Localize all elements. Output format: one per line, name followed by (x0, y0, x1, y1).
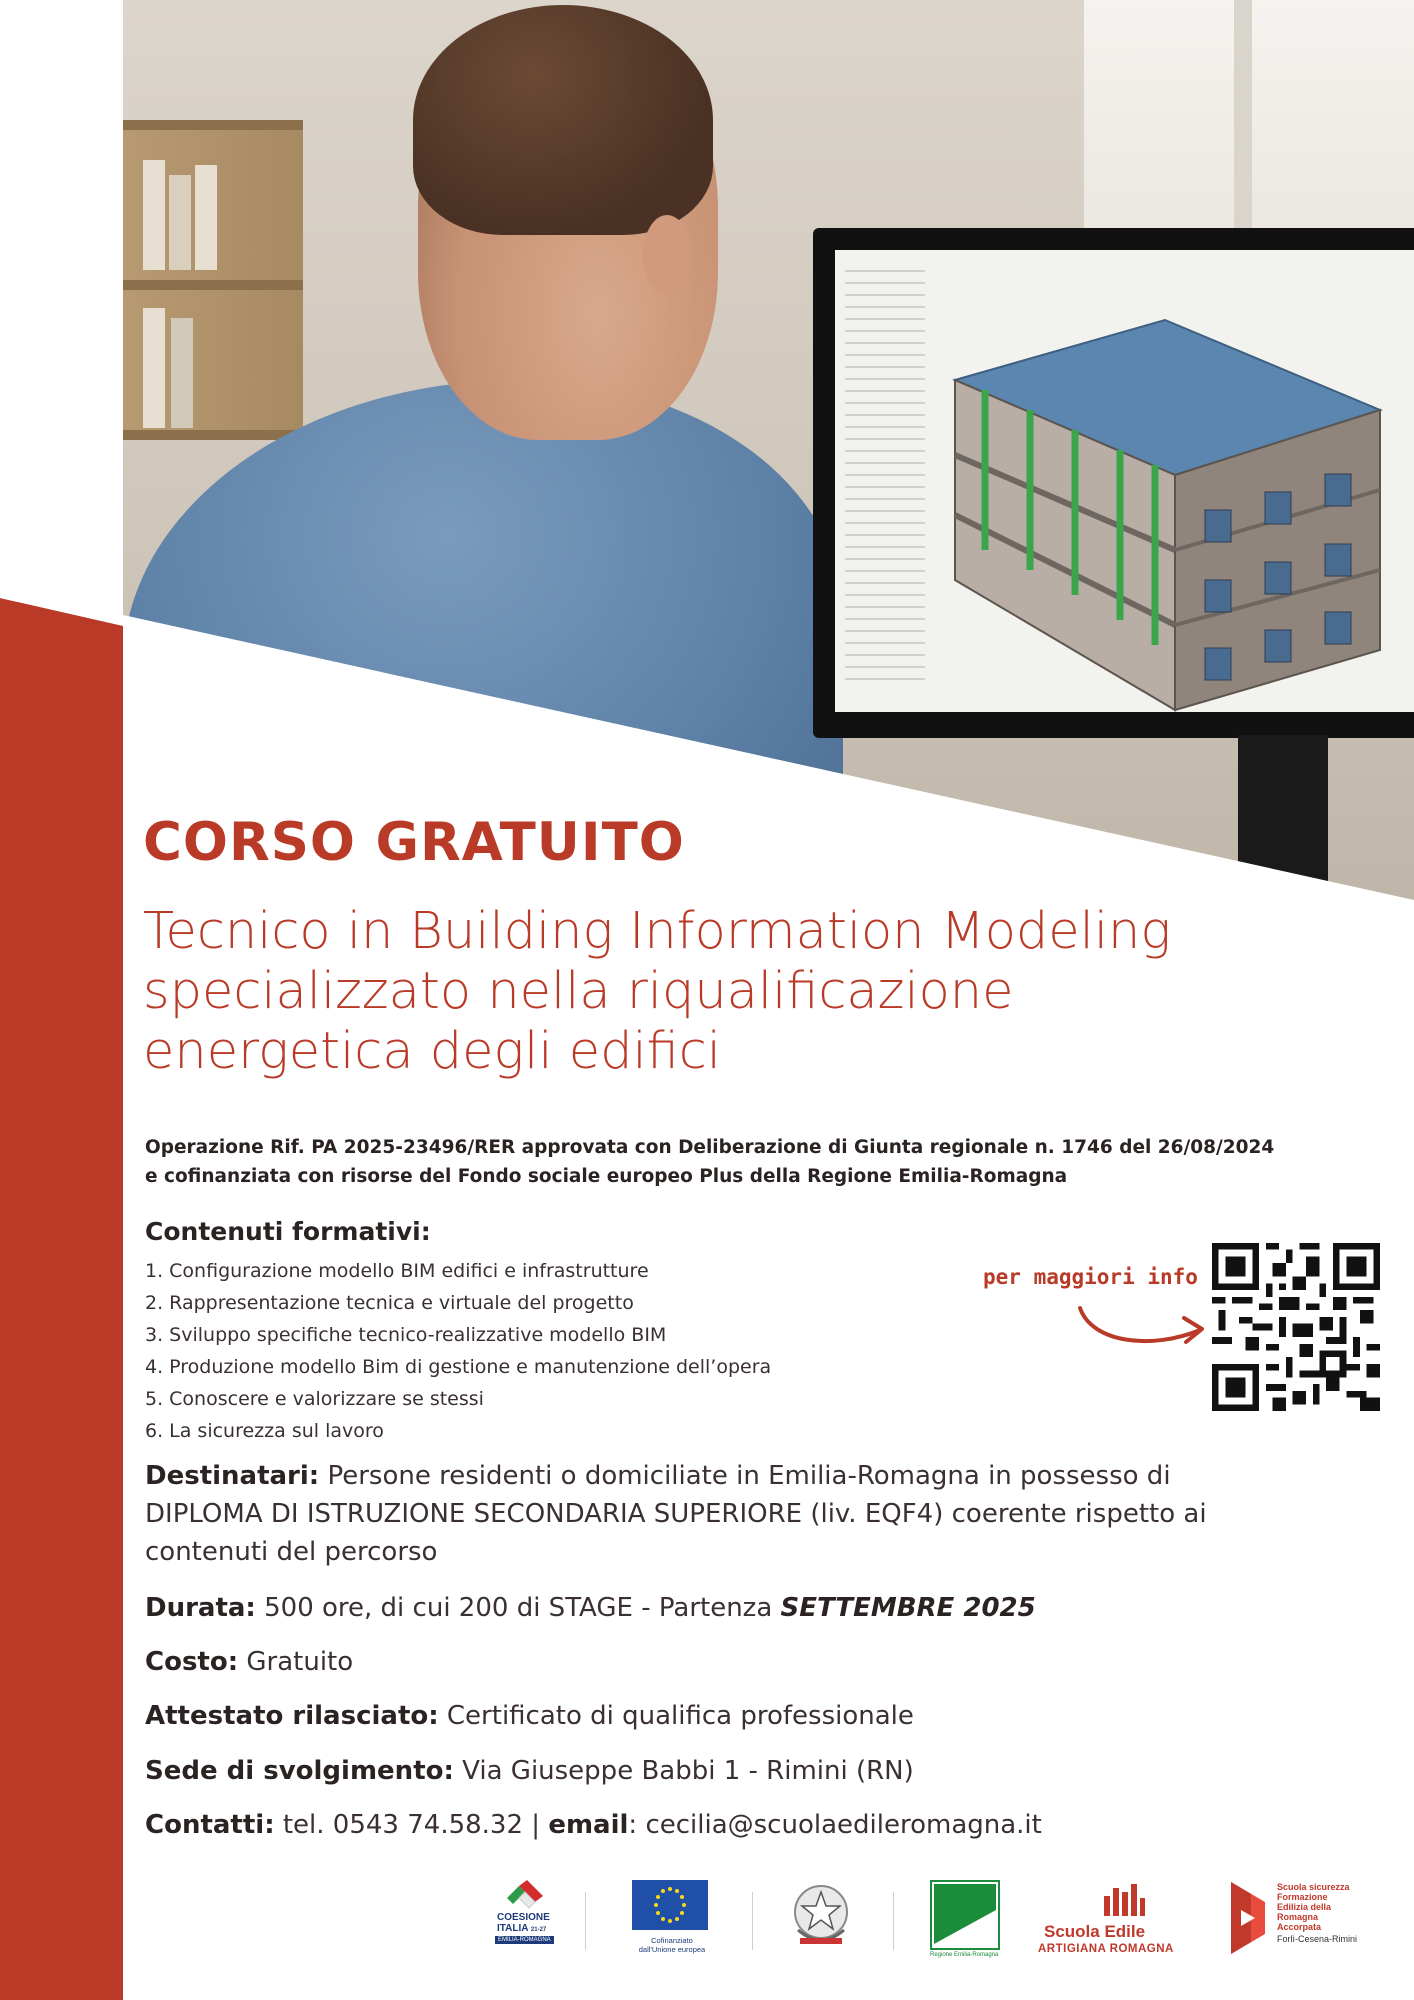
recipients-label: Destinatari: (145, 1461, 320, 1491)
course-title-line: energetica degli edifici (143, 1022, 721, 1081)
eu-flag-icon (632, 1880, 708, 1930)
operation-line: Operazione Rif. PA 2025-23496/RER approvata con Deliberazione di Giunta regionale n. 1746 del 26/08/2024 (145, 1137, 1275, 1158)
scuola-sicurezza-logo (1225, 1880, 1375, 1970)
venue-section (145, 1752, 1345, 1790)
phone-text[interactable]: tel. 0543 74.58.32 | (274, 1810, 549, 1840)
list-item: 2. Rappresentazione tecnica e virtuale del progetto (145, 1292, 634, 1314)
scuola-edile-sub: ARTIGIANA ROMAGNA (1038, 1943, 1174, 1955)
regione-logo (930, 1880, 1002, 1962)
list-item: 1. Configurazione modello BIM edifici e infrastrutture (145, 1260, 649, 1282)
regione-flag-icon (930, 1880, 1000, 1950)
recipients-section (145, 1457, 1345, 1571)
venue-text: Via Giuseppe Babbi 1 - Rimini (RN) (453, 1756, 914, 1786)
band-top-white (0, 0, 123, 602)
list-item: 5. Conoscere e valorizzare se stessi (145, 1388, 484, 1410)
cost-label: Costo: (145, 1647, 239, 1677)
qr-code-icon[interactable] (1212, 1243, 1380, 1411)
band-diagonal (0, 598, 123, 628)
certificate-section (145, 1697, 1345, 1735)
operation-line: e cofinanziata con risorse del Fondo sociale europeo Plus della Regione Emilia-Romagna (145, 1166, 1068, 1187)
logos-bar (0, 1880, 1414, 1980)
email-label: email (548, 1810, 629, 1840)
scuola-sicurezza-icon (1225, 1880, 1273, 1956)
arrow-icon (1072, 1288, 1212, 1358)
operation-reference (145, 1133, 1375, 1191)
scuola-edile-name: Scuola Edile (1044, 1922, 1146, 1941)
italian-emblem-icon (788, 1880, 854, 1952)
course-title-line: Tecnico in Building Information Modeling (143, 902, 1171, 961)
coesione-text: COESIONE ITALIA 21-27 (497, 1912, 550, 1934)
duration-label: Durata: (145, 1593, 256, 1623)
more-info-label: per maggiori info (983, 1265, 1198, 1289)
duration-section (145, 1589, 1345, 1627)
recipients-text: DIPLOMA DI ISTRUZIONE SECONDARIA SUPERIORE (liv. EQF4) coerente rispetto ai (145, 1499, 1207, 1529)
contents-heading: Contenuti formativi: (145, 1217, 431, 1246)
eu-logo (630, 1880, 714, 1970)
list-item: 3. Sviluppo specifiche tecnico-realizzative modello BIM (145, 1324, 667, 1346)
eu-caption: Cofinanziato dall'Unione europea (638, 1936, 706, 1954)
recipients-text: Persone residenti o domiciliate in Emilia-Romagna in possesso di (319, 1461, 1171, 1491)
venue-label: Sede di svolgimento: (145, 1756, 454, 1786)
scuola-edile-logo (1040, 1880, 1210, 1960)
cost-section (145, 1643, 1345, 1681)
hero-photo (123, 0, 1414, 900)
free-course-badge: CORSO GRATUITO (143, 812, 685, 873)
course-title (143, 902, 1343, 1082)
scuola-edile-icon (1102, 1882, 1146, 1916)
list-item: 6. La sicurezza sul lavoro (145, 1420, 384, 1442)
coesione-italia-logo (493, 1880, 563, 1970)
contacts-section (145, 1806, 1345, 1844)
contacts-label: Contatti: (145, 1810, 275, 1840)
scuola-sicurezza-text: Scuola sicurezza Formazione Edilizia della Romagna Accorpata (1277, 1882, 1350, 1932)
contents-list (145, 1255, 771, 1447)
list-item: 4. Produzione modello Bim di gestione e manutenzione dell’opera (145, 1356, 772, 1378)
cost-text: Gratuito (238, 1647, 354, 1677)
diagonal-cut (123, 0, 1414, 900)
coesione-region: EMILIA-ROMAGNA (495, 1936, 554, 1944)
regione-caption: Regione Emilia-Romagna (930, 1952, 999, 1958)
email-link[interactable]: : cecilia@scuolaedileromagna.it (628, 1810, 1042, 1840)
certificate-label: Attestato rilasciato: (145, 1701, 439, 1731)
scuola-sicurezza-city: Forlì-Cesena-Rimini (1277, 1934, 1358, 1944)
repubblica-logo (788, 1880, 860, 1960)
certificate-text: Certificato di qualifica professionale (438, 1701, 914, 1731)
duration-text: 500 ore, di cui 200 di STAGE - Partenza (255, 1593, 781, 1623)
course-title-line: specializzato nella riqualificazione (143, 962, 1014, 1021)
start-date: SETTEMBRE 2025 (780, 1593, 1036, 1623)
recipients-text: contenuti del percorso (145, 1537, 438, 1567)
coesione-icon (503, 1880, 549, 1910)
